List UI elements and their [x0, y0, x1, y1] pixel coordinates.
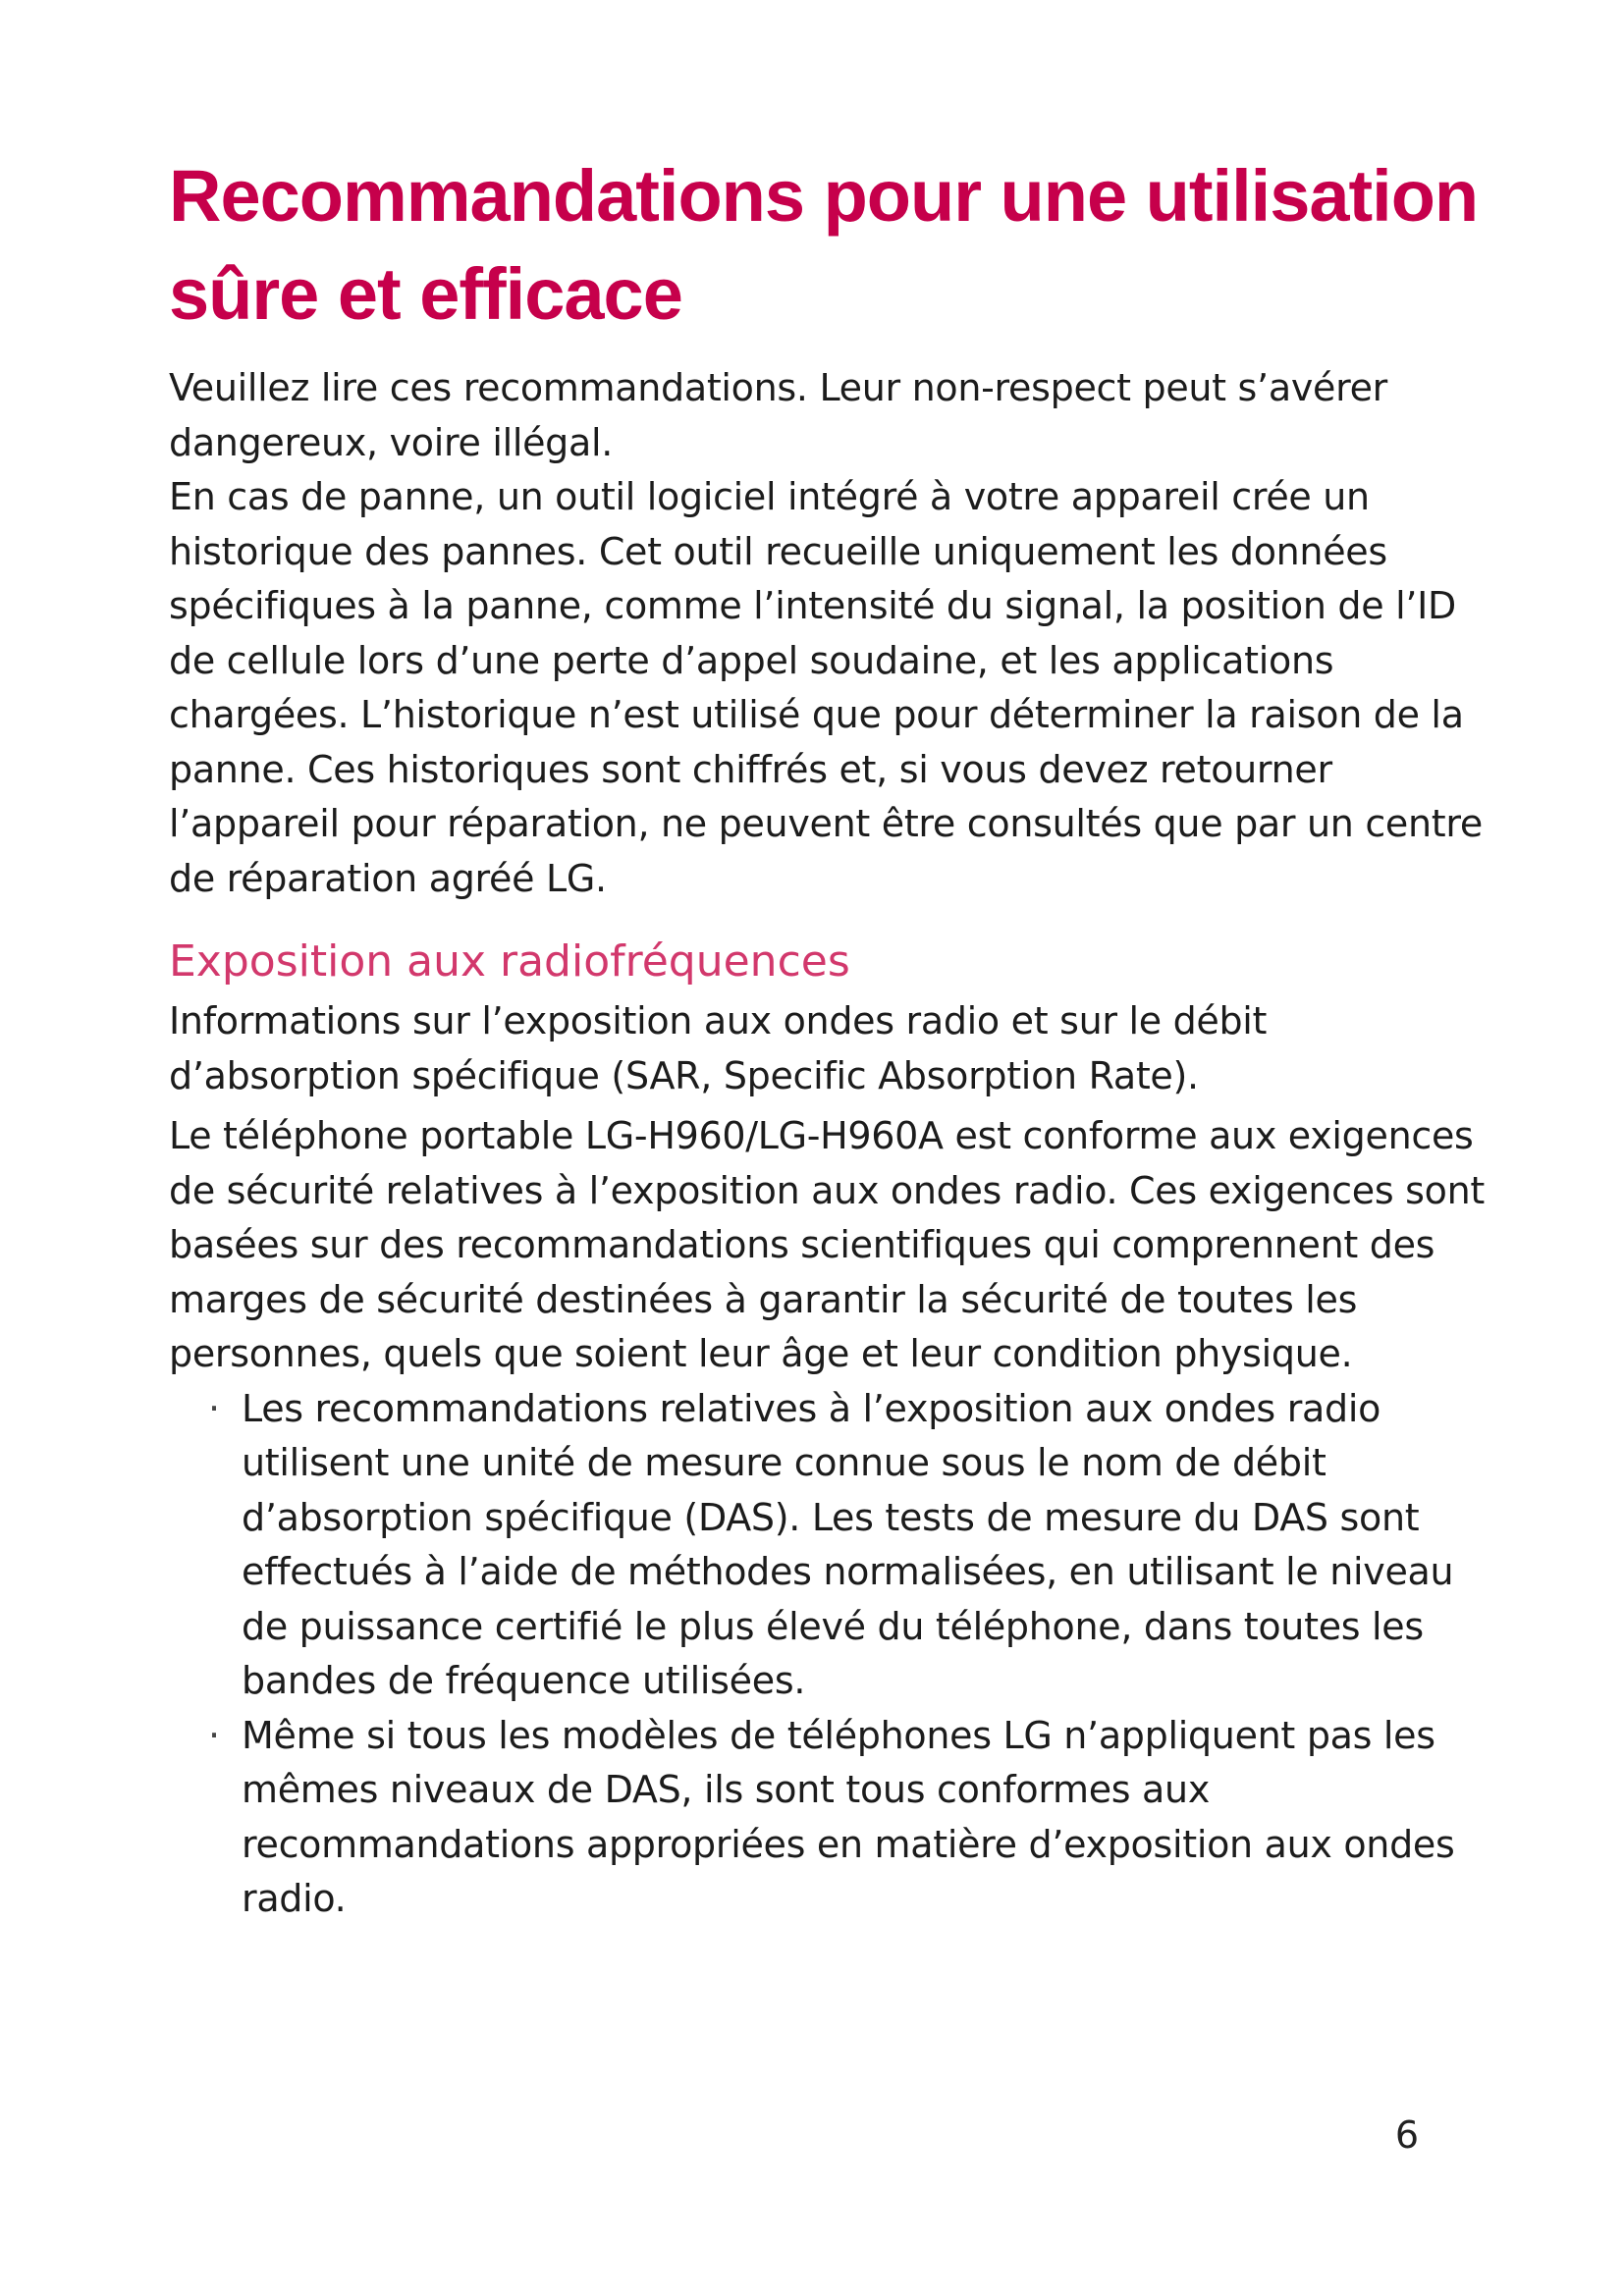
page-title-line-2: sûre et efficace	[169, 253, 682, 335]
page-number: 6	[1394, 2113, 1419, 2157]
bullet-text-1: Les recommandations relatives à l’exposition aux ondes radio utilisent une unité de mesure connue sous le nom de débit d’absorption spécifique (DAS). Les tests de mesure du DAS sont effectués à l’aide de méthodes normalisées, en utilisant le niveau de puissance certifié le plus élevé du téléphone, dans toutes les bandes de fréquence utilisées.	[242, 1386, 1454, 1702]
intro-paragraph-2: En cas de panne, un outil logiciel intégré à votre appareil crée un historique des pannes. Cet outil recueille uniquement les données spécifiques à la panne, comme l’intensité du signal, la position de l’ID de cellule lors d’une perte d’appel soudaine, et les applications chargées. L’historique n’est utilisé que pour déterminer la raison de la panne. Ces historiques sont chiffrés et, si vous devez retourner l’appareil pour réparation, ne peuvent être consultés que par un centre de réparation agréé LG.	[169, 475, 1483, 900]
section-title-rf-exposure: Exposition aux radiofréquences	[169, 936, 850, 987]
list-item	[169, 1382, 1504, 1709]
page-title-line-1: Recommandations pour une utilisation	[169, 155, 1479, 237]
section-paragraph-2: Le téléphone portable LG-H960/LG-H960A est conforme aux exigences de sécurité relatives à l’exposition aux ondes radio. Ces exigences sont basées sur des recommandations scientifiques qui comprennent des marges de sécurité destinées à garantir la sécurité de toutes les personnes, quels que soient leur âge et leur condition physique.	[169, 1114, 1485, 1375]
bullet-dot-icon: ·	[208, 1713, 220, 1757]
bullet-list	[169, 1382, 1504, 1927]
bullet-text-2: Même si tous les modèles de téléphones LG n’appliquent pas les mêmes niveaux de DAS, ils sont tous conformes aux recommandations appropriées en matière d’exposition aux ondes radio.	[242, 1713, 1455, 1920]
list-item	[169, 1709, 1504, 1927]
intro-block	[169, 361, 1504, 906]
page-content	[169, 147, 1504, 1927]
page-title	[169, 147, 1504, 344]
bullet-dot-icon: ·	[208, 1386, 220, 1430]
intro-paragraph-1: Veuillez lire ces recommandations. Leur non-respect peut s’avérer dangereux, voire illégal.	[169, 366, 1387, 464]
section-paragraph-1: Informations sur l’exposition aux ondes radio et sur le débit d’absorption spécifique (SAR, Specific Absorption Rate).	[169, 999, 1268, 1097]
